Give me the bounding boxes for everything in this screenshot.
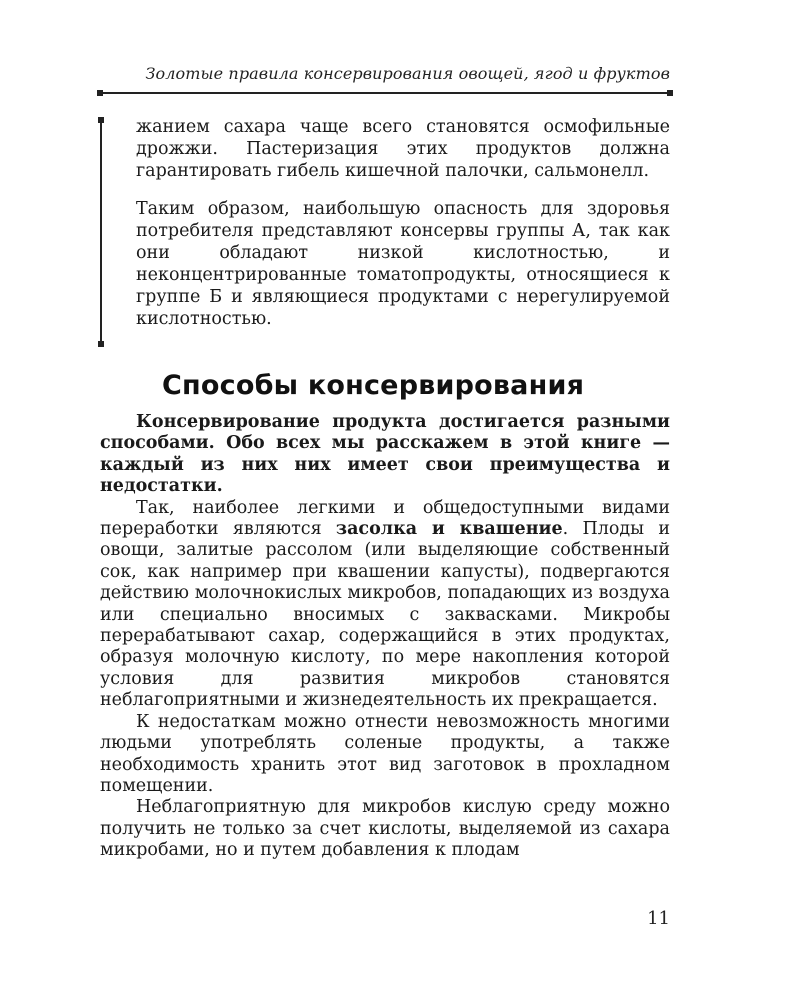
- text-run: Так, наиболее легкими и общедоступными видами переработки являются: [100, 497, 670, 540]
- page-number: 11: [647, 908, 670, 929]
- text-run: . Плоды и овощи, залитые рассолом (или выделяющие собственный сок, как например при квашении капусты), подвергаются действию молочнокислых микробов, попадающих из воздуха или специально вносимых с заквасками. Микробы перерабатывают сахар, содержащийся в этих продуктах, образуя молочную кислоту, по мере накопления которой условия для развития микробов становятся неблагоприятными и жизнедеятельность их прекращается.: [100, 519, 670, 711]
- section-heading: Способы консервирования: [162, 370, 585, 401]
- body-text: [100, 412, 670, 862]
- lead-paragraph: Консервирование продукта достигается разными способами. Обо всех мы расскажем в этой книге — каждый из них них имеет свои преимущества и недостатки.: [100, 412, 670, 497]
- sidebar-paragraph: жанием сахара чаще всего становятся осмофильные дрожжи. Пастеризация этих продуктов должна гарантировать гибель кишечной палочки, сальмонелл.: [136, 117, 670, 181]
- sidebar-rule: [100, 120, 102, 344]
- running-head: Золотые правила консервирования овощей, ягод и фруктов: [145, 64, 670, 83]
- sidebar-paragraph: Таким образом, наибольшую опасность для здоровья потребителя представляют консервы группы А, так как они обладают низкой кислотностью, и неконцентрированные томатопродукты, относящиеся к группе Б и являющиеся продуктами с нерегулируемой кислотностью.: [136, 199, 670, 329]
- sidebar-note: [100, 110, 670, 346]
- body-paragraph: [100, 498, 670, 712]
- sidebar-text: [136, 116, 670, 346]
- body-paragraph: К недостаткам можно отнести невозможность многими людьми употреблять соленые продукты, а также необходимость хранить этот вид заготовок в прохладном помещении.: [100, 711, 670, 796]
- emphasis-text: засолка и квашение: [335, 519, 563, 540]
- body-paragraph: Неблагоприятную для микробов кислую среду можно получить не только за счет кислоты, выделяемой из сахара микробами, но и путем добавления к плодам: [100, 797, 670, 861]
- header-rule: [100, 92, 670, 94]
